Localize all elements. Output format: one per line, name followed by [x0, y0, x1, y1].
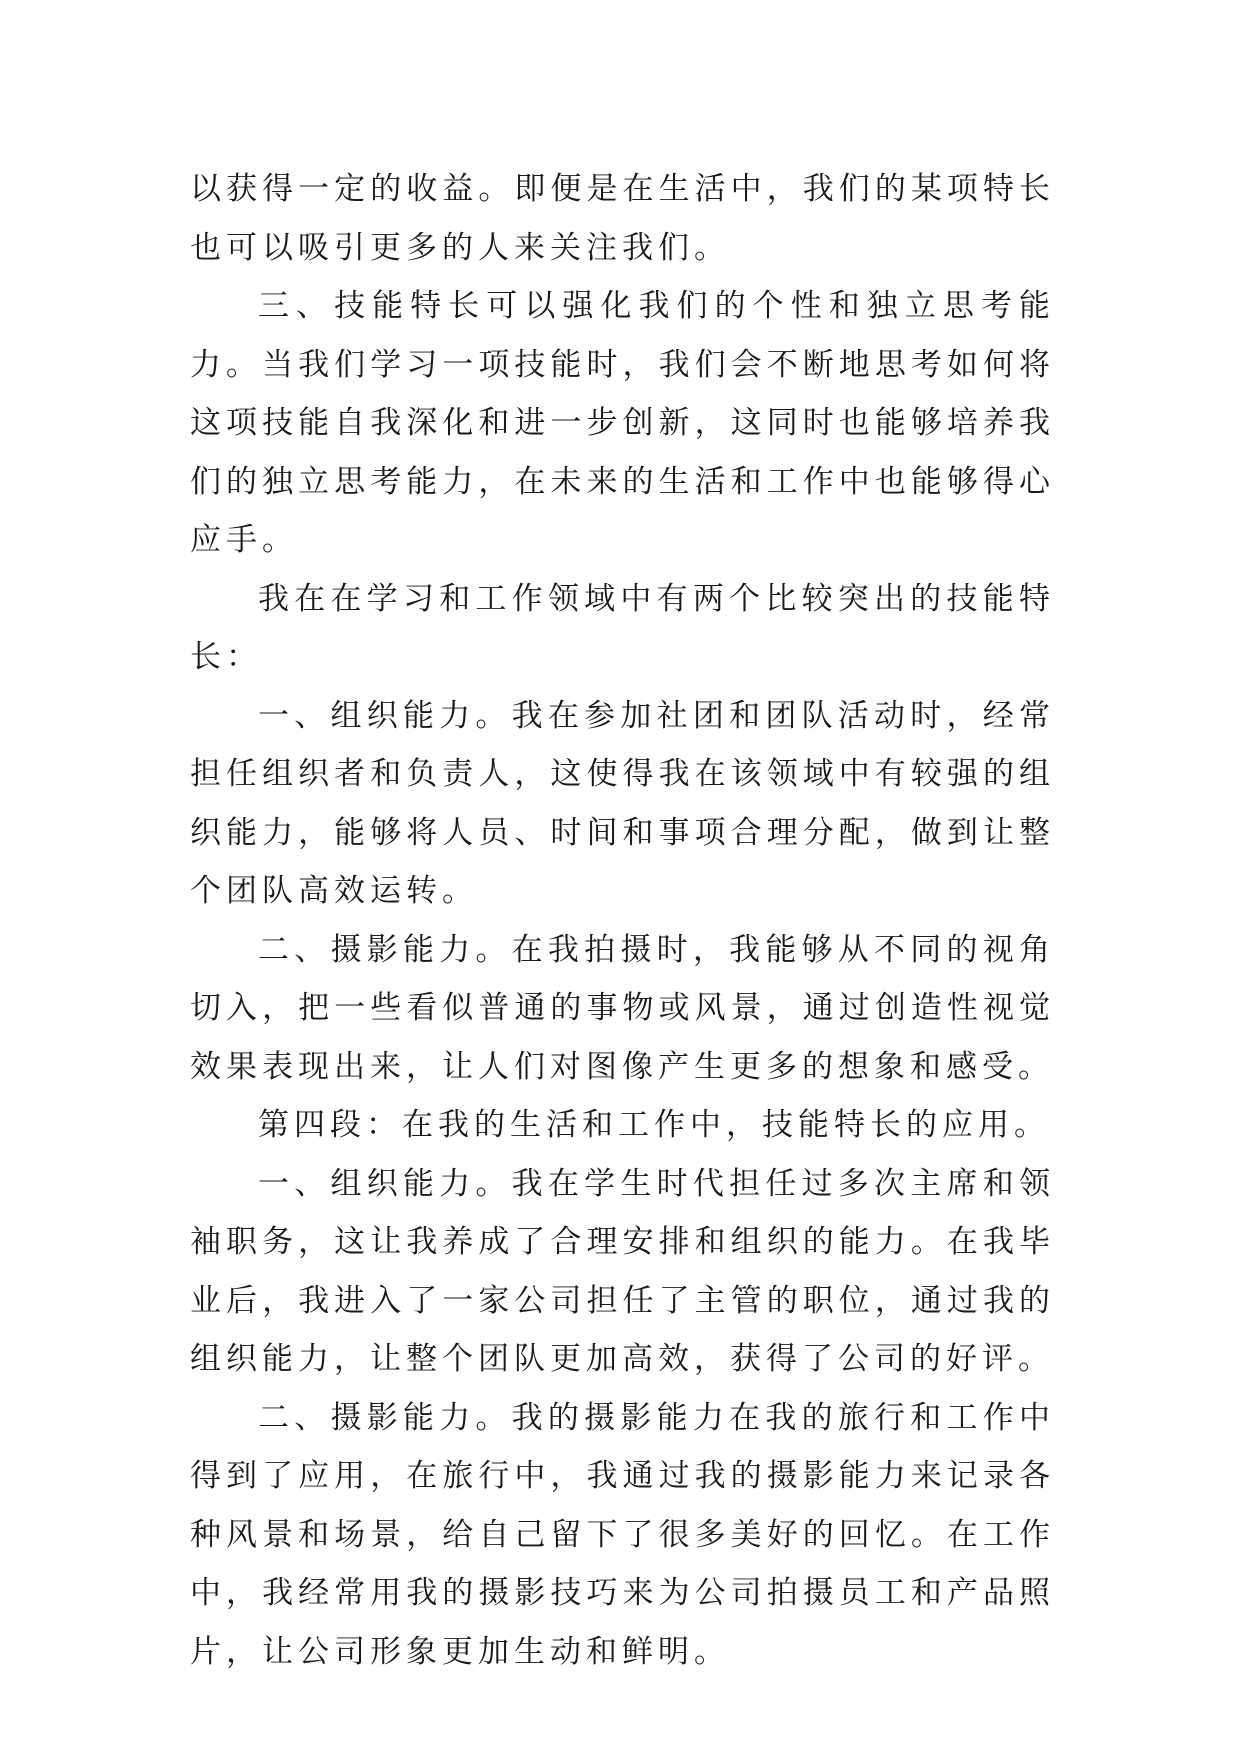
paragraph-skills-intro: 我在在学习和工作领域中有两个比较突出的技能特长：: [190, 580, 1055, 675]
paragraph-organization-ability: 一、组织能力。我在参加社团和团队活动时，经常担任组织者和负责人，这使得我在该领域中有较强的组织能力，能够将人员、时间和事项合理分配，做到让整个团队高效运转。: [190, 697, 1055, 909]
paragraph-continuation: 以获得一定的收益。即便是在生活中，我们的某项特长也可以吸引更多的人来关注我们。: [190, 171, 1055, 266]
section-heading-fourth: 第四段：在我的生活和工作中，技能特长的应用。: [258, 1107, 1050, 1143]
body-text: [190, 160, 1055, 1681]
paragraph-photography-application: 二、摄影能力。我的摄影能力在我的旅行和工作中得到了应用，在旅行中，我通过我的摄影能力来记录各种风景和场景，给自己留下了很多美好的回忆。在工作中，我经常用我的摄影技巧来为公司拍摄员工和产品照片，让公司形象更加生动和鲜明。: [190, 1399, 1055, 1670]
paragraph-skill-independent-thinking: 三、技能特长可以强化我们的个性和独立思考能力。当我们学习一项技能时，我们会不断地思考如何将这项技能自我深化和进一步创新，这同时也能够培养我们的独立思考能力，在未来的生活和工作中也能够得心应手。: [190, 288, 1055, 558]
paragraph-photography-ability: 二、摄影能力。在我拍摄时，我能够从不同的视角切入，把一些看似普通的事物或风景，通过创造性视觉效果表现出来，让人们对图像产生更多的想象和感受。: [190, 931, 1055, 1085]
paragraph-organization-application: 一、组织能力。我在学生时代担任过多次主席和领袖职务，这让我养成了合理安排和组织的能力。在我毕业后，我进入了一家公司担任了主管的职位，通过我的组织能力，让整个团队更加高效，获得了公司的好评。: [190, 1165, 1055, 1377]
